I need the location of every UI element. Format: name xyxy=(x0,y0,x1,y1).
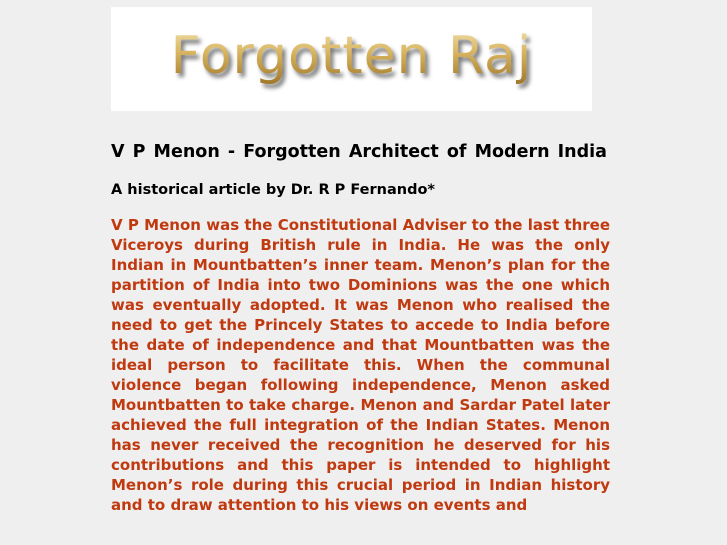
article-content xyxy=(111,140,610,515)
article-title: V P Menon - Forgotten Architect of Modern India xyxy=(111,142,607,162)
site-banner xyxy=(111,7,592,111)
article-byline: A historical article by Dr. R P Fernando* xyxy=(111,182,435,198)
article-abstract: V P Menon was the Constitutional Adviser to the last three Viceroys during British rule in India. He was the only Indian in Mountbatten’s inner team. Menon’s plan for the partition of India into two Dominions was the one which was eventually adopted. It was Menon who realised the need to get the Princely States to accede to India before the date of independence and that Mountbatten was the ideal person to facilitate this. When the communal violence began following independence, Menon asked Mountbatten to take charge. Menon and Sardar Patel later achieved the full integration of the Indian States. Menon has never received the recognition he deserved for his contributions and this paper is intended to highlight Menon’s role during this crucial period in Indian history and to draw attention to his views on events and xyxy=(111,216,610,514)
site-logo: Forgotten Raj xyxy=(170,26,533,86)
